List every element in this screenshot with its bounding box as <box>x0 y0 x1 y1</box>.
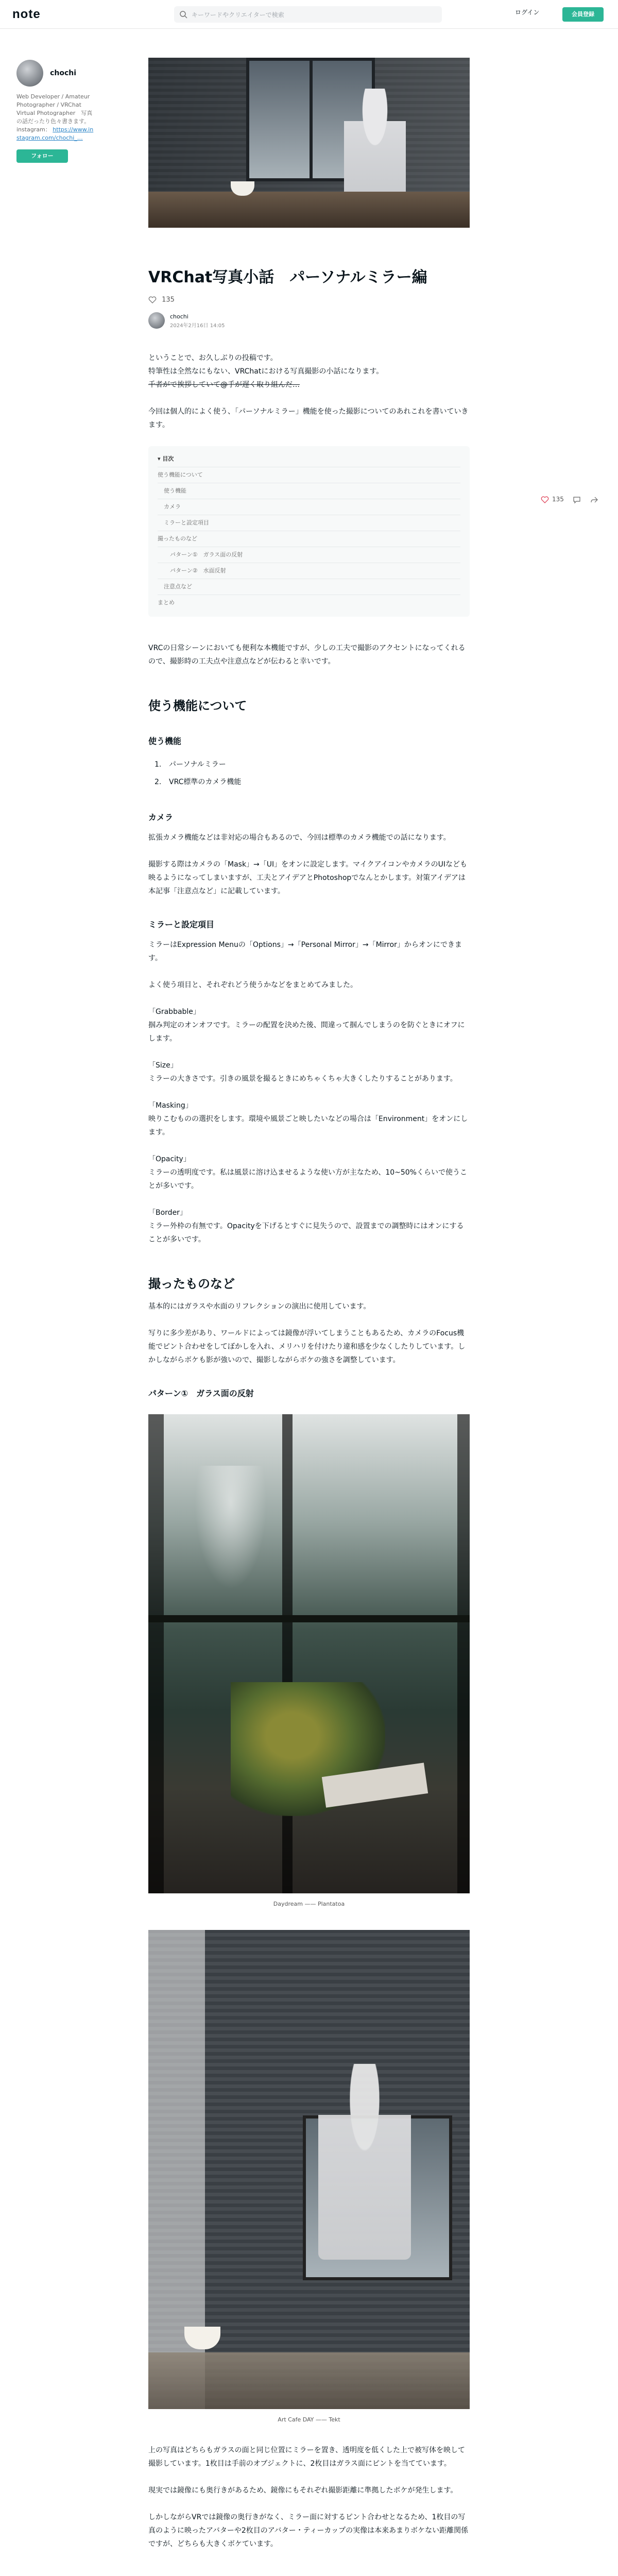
photo-art-cafe[interactable] <box>148 1930 470 2409</box>
creator-bio <box>16 93 94 142</box>
creator-sidebar <box>16 58 94 163</box>
setting-item <box>148 1206 470 1246</box>
likes-row <box>148 296 470 304</box>
author-name[interactable]: chochi <box>170 313 188 320</box>
photo-caption-1: Daydream —— Plantatoa <box>273 1901 345 1907</box>
toc-item[interactable]: パターン① ガラス面の反射 <box>158 547 460 563</box>
toc-item[interactable]: カメラ <box>158 499 460 515</box>
search-bar[interactable] <box>174 6 442 23</box>
toc-item[interactable]: 注意点など <box>158 579 460 595</box>
mirror-reflection <box>195 1466 267 1589</box>
likes-count: 135 <box>162 296 175 304</box>
setting-item <box>148 1099 470 1139</box>
subheading-pattern-1: パターン① ガラス面の反射 <box>148 1388 254 1398</box>
article-main <box>148 58 470 2551</box>
camera-paragraph-2: 撮影する際はカメラの「Mask」→「UI」をオンに設定します。マイクアイコンやカメラのUIなども映るようになってしまいますが、工夫とアイデアとPhotoshopでなんとかします。対策アイデアは本記事「注意点など」に記載しています。 <box>148 860 468 895</box>
setting-name: 「Border」 <box>148 1209 187 1217</box>
search-placeholder: キーワードやクリエイターで検索 <box>192 11 284 19</box>
publish-date: 2024年2月16日 14:05 <box>170 323 225 329</box>
float-likes-count: 135 <box>552 496 564 503</box>
creator-bio-text: Web Developer / Amateur Photographer / VRChat Virtual Photographer 写真の話だったり色々書きます。 instagram： <box>16 93 93 133</box>
toc-item[interactable]: 使う機能 <box>158 483 460 499</box>
hero-avatar-figure <box>344 89 406 197</box>
setting-item <box>148 1153 470 1193</box>
setting-item <box>148 1059 470 1086</box>
follow-button[interactable]: フォロー <box>16 149 68 163</box>
intro-line-2: 特筆性は全然なにもない、VRChatにおける写真撮影の小話になります。 <box>148 367 384 376</box>
share-icon[interactable] <box>590 496 598 504</box>
comment-icon[interactable] <box>573 496 581 504</box>
table-of-contents <box>148 446 470 617</box>
section-heading-shots: 撮ったものなど <box>148 1277 235 1291</box>
intro-block <box>148 351 470 392</box>
setting-name: 「Size」 <box>148 1061 178 1070</box>
setting-name: 「Opacity」 <box>148 1155 191 1163</box>
intro-line-3: 千者がで挨拶していて@手が遅く取り組んだ… <box>148 381 300 389</box>
setting-item <box>148 1005 470 1045</box>
setting-description: ミラーの透明度です。私は風景に溶け込ませるような使い方が主なため、10~50%くらいで使うことが多いです。 <box>148 1168 467 1190</box>
after-paragraph-1: 上の写真はどちらもガラスの面と同じ位置にミラーを置き、透明度を低くした上で被写体を映して撮影しています。1枚目は手前のオブジェクトに、2枚目はガラス面にピントを当てています。 <box>148 2446 466 2468</box>
heart-icon[interactable] <box>148 296 157 304</box>
toc-item[interactable]: まとめ <box>158 595 460 611</box>
hero-table <box>148 192 470 228</box>
lead-paragraph: VRCの日常シーンにおいても便利な本機能ですが、少しの工夫で撮影のアクセントになってくれるので、撮影時の工夫点や注意点などが伝わると幸いです。 <box>148 644 466 666</box>
setting-description: ミラー外枠の有無です。Opacityを下げるとすぐに見失うので、設置までの調整時にはオンにすることが多いです。 <box>148 1222 464 1244</box>
after-paragraph-3: しかしながらVRでは鏡像の奥行きがなく、ミラー面に対するピント合わせとなるため、1枚目の写真のように映ったアバターや2枚目のアバター・ティーカップの実像は本来あまりボケない距離関係ですが、どちらも大きくボケています。 <box>148 2513 469 2548</box>
intro-paragraph: 今回は個人的によく使う、「パーソナルミラー」機能を使った撮影についてのあれこれを書いていきます。 <box>148 408 469 429</box>
photo-daydream[interactable] <box>148 1414 470 1893</box>
cafe-table <box>148 2352 470 2409</box>
mirror-paragraph-1: ミラーはExpression Menuの「Options」→「Personal Mirror」→「Mirror」からオンにできます。 <box>148 941 462 962</box>
toc-title[interactable]: ▾ 目次 <box>158 455 174 462</box>
creator-name[interactable]: chochi <box>50 69 77 77</box>
cafe-avatar-figure <box>318 2064 411 2260</box>
setting-description: 掴み判定のオンオフです。ミラーの配置を決めた後、間違って掴んでしまうのを防ぐときにオフにします。 <box>148 1021 465 1043</box>
cafe-cup <box>184 2327 220 2349</box>
subheading-mirror: ミラーと設定項目 <box>148 920 215 929</box>
search-icon <box>179 10 187 19</box>
intro-line-1: ということで、お久しぶりの投稿です。 <box>148 354 278 362</box>
setting-description: ミラーの大きさです。引きの風景を撮るときにめちゃくちゃ大きくしたりすることがあります。 <box>148 1075 457 1083</box>
photo-caption-2: Art Cafe DAY —— Tekt <box>278 2416 340 2423</box>
toc-item[interactable]: 使う機能について <box>158 467 460 483</box>
shots-paragraph-2: 写りに多少差があり、ワールドによっては鏡像が浮いてしまうこともあるため、カメラのFocus機能でピント合わせをしてぼかしを入れ、メリハリを付けたり違和感を少なくしたりしています。しかしながらボケも影が強いので、撮影しながらボケの強さを調整しています。 <box>148 1329 466 1364</box>
floating-action-bar <box>541 496 608 507</box>
after-paragraph-2: 現実では鏡像にも奥行きがあるため、鏡像にもそれぞれ撮影距離に準拠したボケが発生します。 <box>148 2486 458 2495</box>
heart-icon[interactable] <box>541 496 549 504</box>
article-title: VRChat写真小話 パーソナルミラー編 <box>148 268 427 286</box>
list-item: 2. VRC標準のカメラ機能 <box>154 778 242 786</box>
toc-item[interactable]: 撮ったものなど <box>158 531 460 547</box>
setting-name: 「Masking」 <box>148 1101 193 1110</box>
toc-item[interactable]: ミラーと設定項目 <box>158 515 460 531</box>
hero-image <box>148 58 470 228</box>
subheading-camera: カメラ <box>148 812 174 822</box>
site-header <box>0 0 618 29</box>
signup-button[interactable]: 会員登録 <box>562 7 604 22</box>
setting-description: 映りこむものの選択をします。環境や風景ごと映したいなどの場合は「Environment」をオンにします。 <box>148 1115 468 1137</box>
toc-item[interactable]: パターン② 水面反射 <box>158 563 460 579</box>
login-button[interactable]: ログイン <box>515 9 540 16</box>
list-item: 1. パーソナルミラー <box>154 760 226 769</box>
shots-paragraph-1: 基本的にはガラスや水面のリフレクションの演出に使用しています。 <box>148 1302 371 1311</box>
instagram-link[interactable]: https://www.instagram.com/chochi_… <box>16 126 94 141</box>
author-row <box>148 312 470 331</box>
subheading-features: 使う機能 <box>148 736 182 746</box>
setting-name: 「Grabbable」 <box>148 1008 200 1016</box>
section-heading-features: 使う機能について <box>148 699 247 713</box>
note-logo[interactable]: note <box>12 7 41 21</box>
mirror-paragraph-2: よく使う項目と、それぞれどう使うかなどをまとめてみました。 <box>148 981 357 989</box>
avatar[interactable] <box>16 60 43 87</box>
camera-paragraph-1: 拡張カメラ機能などは非対応の場合もあるので、今回は標準のカメラ機能での話になります。 <box>148 834 451 842</box>
features-list <box>148 756 470 791</box>
window-frame <box>148 1615 470 1622</box>
author-avatar[interactable] <box>148 312 165 329</box>
